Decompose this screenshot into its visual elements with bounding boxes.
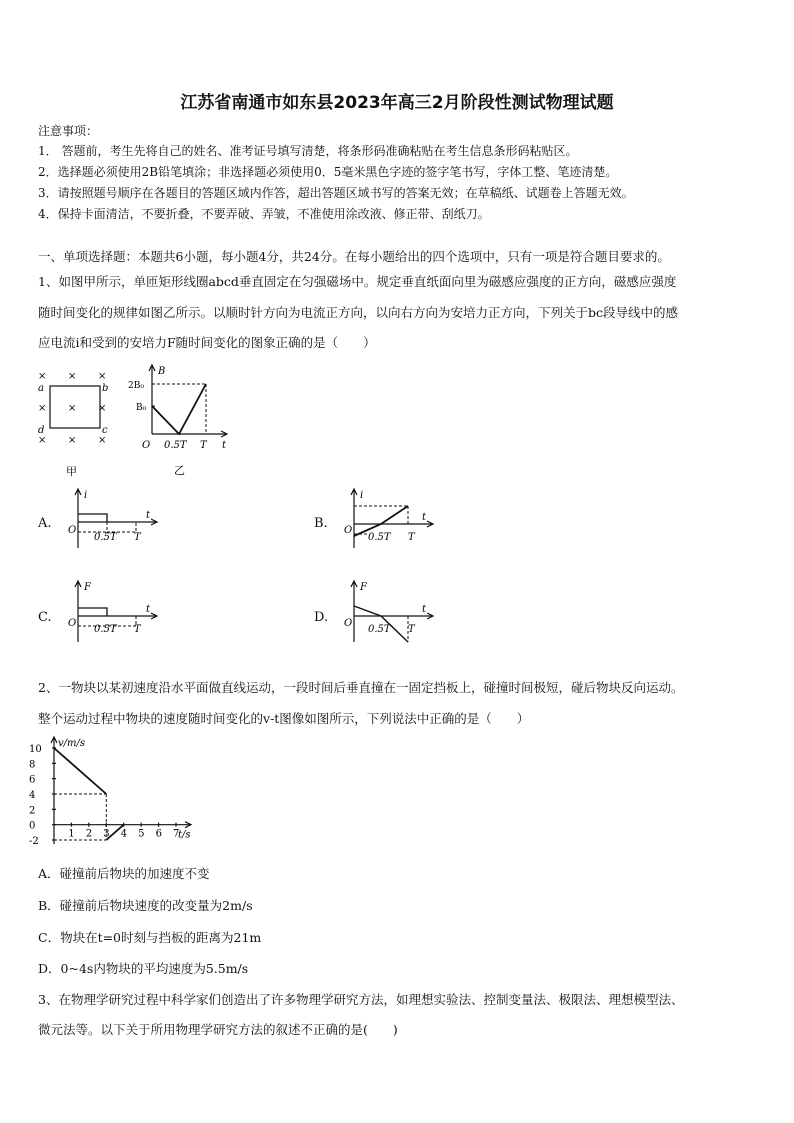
caption-yi: 乙 [174,464,185,477]
yi-2b0: 2B₀ [128,381,144,391]
q1-option-d-label[interactable]: D. [314,610,329,625]
b-ylabel: i [360,490,364,501]
q2-line-2: 整个运动过程中物块的速度随时间变化的v-t图像如图所示，下列说法中正确的是（ ） [38,711,530,726]
q3-line-1: 3、在物理学研究过程中科学家们创造出了许多物理学研究方法，如理想实验法、控制变量法、极限法、理想模型法、 [38,992,684,1007]
x-tick-label: 3 [103,828,110,840]
yi-ylabel: B [158,366,166,377]
svg-text:×: × [98,435,107,446]
yi-t2: T [200,440,207,451]
q1-option-d-graph[interactable] [338,578,438,650]
x-tick-label: 5 [138,828,145,840]
b-t1: 0.5T [368,532,391,543]
q2-option-c[interactable]: C．物块在t=0时刻与挡板的距离为21m [38,930,262,945]
a-origin: O [68,525,77,536]
q2-line-1: 2、一物块以某初速度沿水平面做直线运动，一段时间后垂直撞在一固定挡板上，碰撞时间极短，碰后物块反向运动。 [38,680,684,695]
x-axis-label: t/s [178,829,191,841]
notice-heading: 注意事项： [38,124,99,138]
d-xlabel: t [422,604,427,615]
svg-text:×: × [98,403,107,414]
yi-b0: B₀ [136,403,147,413]
c-xlabel: t [146,604,151,615]
a-xlabel: t [146,510,151,521]
svg-text:×: × [68,403,77,414]
label-d: d [38,425,45,436]
label-c: c [102,425,108,436]
x-tick-label: 6 [155,828,162,840]
a-t2: T [134,532,141,543]
svg-text:×: × [98,371,107,382]
fig-yi-graph [128,362,238,480]
notice-item-2: 2．选择题必须使用2B铅笔填涂；非选择题必须使用0．5毫米黑色字迹的签字笔书写，字体工整、笔迹清楚。 [38,165,618,179]
b-xlabel: t [422,512,427,523]
q1-option-a-label[interactable]: A. [38,516,52,531]
notice-item-1: 1． 答题前，考生先将自己的姓名、准考证号填写清楚，将条形码准确粘贴在考生信息条形码粘贴区。 [38,144,578,158]
q2-option-a[interactable]: A．碰撞前后物块的加速度不变 [38,866,210,881]
q1-option-c-label[interactable]: C. [38,610,52,625]
d-origin: O [344,618,353,629]
c-t1: 0.5T [94,624,117,635]
q1-option-b-label[interactable]: B. [314,516,328,531]
svg-text:×: × [68,435,77,446]
fig-jia-coil [34,365,114,480]
q1-option-a-graph[interactable] [62,486,162,556]
c-ylabel: F [84,582,91,593]
page-title: 江苏省南通市如东县2023年高三2月阶段性测试物理试题 [180,93,614,113]
caption-jia: 甲 [66,465,77,478]
b-origin: O [344,525,353,536]
y-tick-label: 10 [29,744,42,755]
notice-item-3: 3．请按照题号顺序在各题目的答题区域内作答，超出答题区域书写的答案无效；在草稿纸、试题卷上答题无效。 [38,186,634,200]
q2-option-b[interactable]: B．碰撞前后物块速度的改变量为2m/s [38,898,253,913]
yi-xlabel: t [222,440,227,451]
yi-t1: 0.5T [164,440,187,451]
d-t2: T [408,624,415,635]
magnetic-field-crosses [38,371,109,446]
y-tick-label: 4 [29,790,36,801]
d-ylabel: F [360,582,367,593]
svg-text:×: × [38,371,47,382]
label-a: a [38,383,44,394]
section-heading: 一、单项选择题：本题共6小题，每小题4分，共24分。在每小题给出的四个选项中，只有一项是符合题目要求的。 [38,249,670,264]
notice-item-4: 4．保持卡面清洁，不要折叠，不要弄破、弄皱，不准使用涂改液、修正带、刮纸刀。 [38,207,490,221]
y-axis-label: v/m/s [58,738,86,749]
svg-text:×: × [38,435,47,446]
y-tick-label: 8 [29,759,36,771]
q1-option-c-graph[interactable] [62,578,162,650]
svg-text:×: × [38,403,47,414]
x-tick-label: 7 [173,828,180,840]
x-tick-label: 2 [85,828,93,840]
q1-line-3: 应电流i和受到的安培力F随时间变化的图象正确的是（ ） [38,335,376,350]
q1-line-2: 随时间变化的规律如图乙所示。以顺时针方向为电流正方向，以向右方向为安培力正方向，下列关于bc段导线中的感 [38,305,679,320]
y-tick-label: -2 [29,836,39,847]
q1-line-1: 1、如图甲所示，单匝矩形线圈abcd垂直固定在匀强磁场中。规定垂直纸面向里为磁感应强度的正方向，磁感应强度 [38,274,677,289]
q3-line-2: 微元法等。以下关于所用物理学研究方法的叙述不正确的是( ) [38,1022,398,1037]
x-tick-label: 1 [68,828,75,840]
a-t1: 0.5T [94,532,117,543]
y-tick-label: 0 [29,820,36,832]
y-tick-label: 2 [29,805,36,817]
b-t2: T [408,532,415,543]
c-t2: T [134,624,141,635]
q2-option-d[interactable]: D．0~4s内物块的平均速度为5.5m/s [38,961,249,976]
svg-text:×: × [68,371,77,382]
label-b: b [102,383,109,394]
x-tick-label: 4 [120,828,128,840]
yi-origin: O [142,440,151,451]
d-t1: 0.5T [368,624,391,635]
q2-vt-chart [26,734,206,852]
c-origin: O [68,618,77,629]
q1-option-b-graph[interactable] [338,486,438,556]
series-before-collision [54,748,106,794]
a-ylabel: i [84,490,88,501]
y-tick-label: 6 [29,774,36,786]
